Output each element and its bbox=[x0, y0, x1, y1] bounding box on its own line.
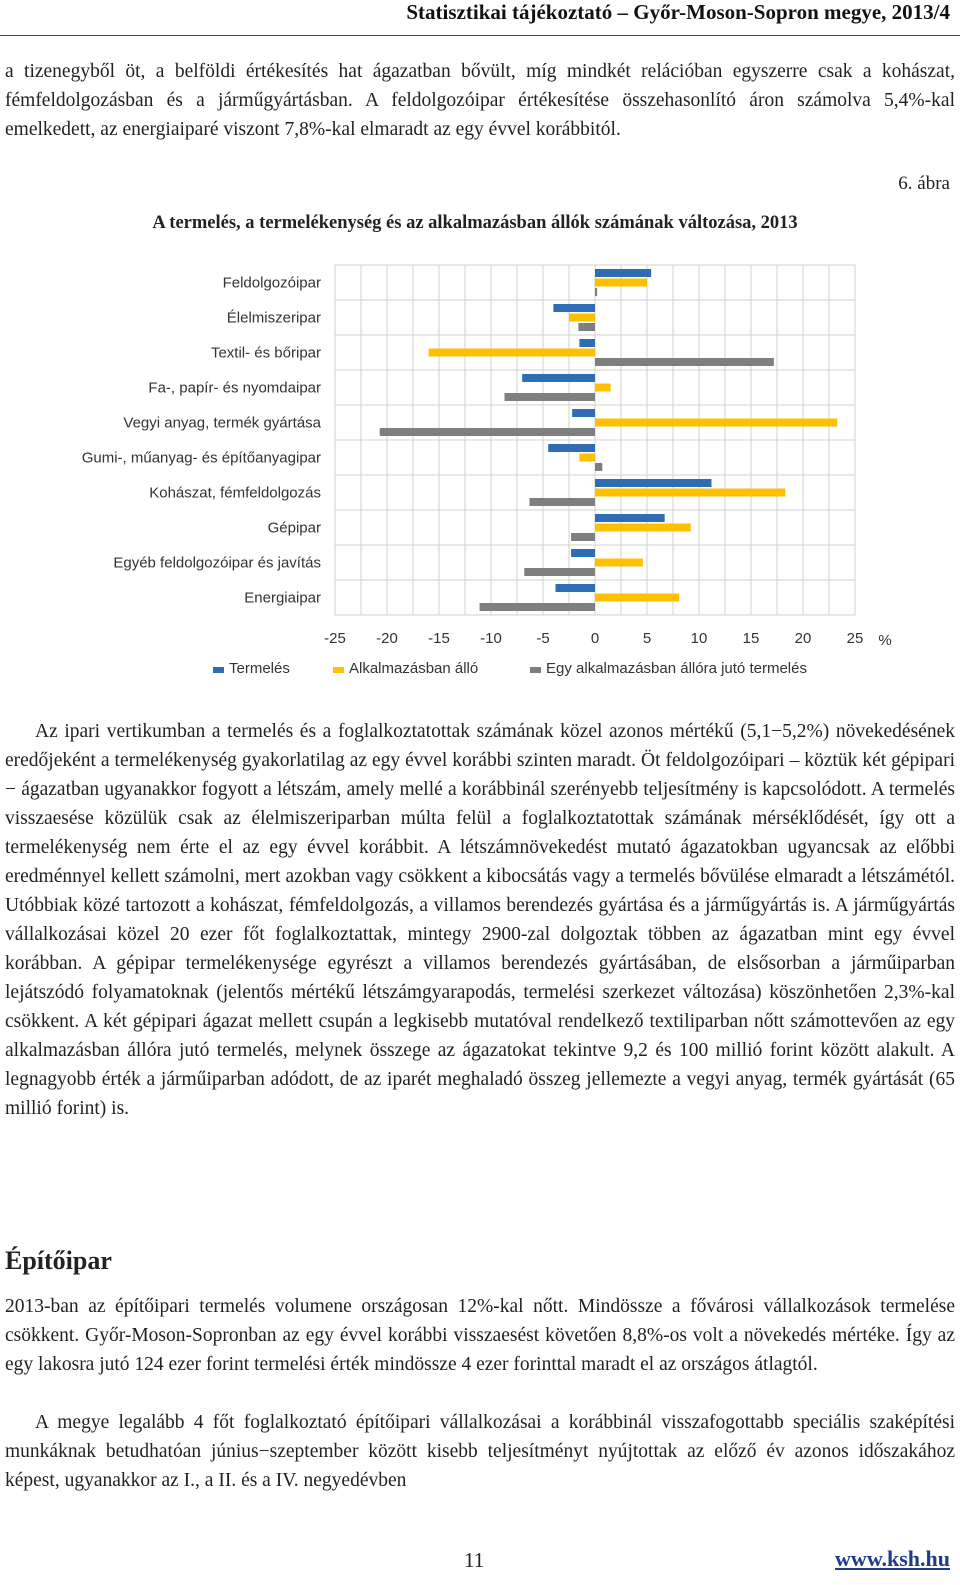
x-tick-label: -15 bbox=[428, 630, 450, 647]
category-label: Gumi-, műanyag- és építőanyagipar bbox=[81, 449, 321, 467]
category-label: Egyéb feldolgozóipar és javítás bbox=[113, 554, 321, 572]
x-tick-label: 5 bbox=[642, 630, 652, 647]
x-tick-label: -25 bbox=[324, 630, 346, 647]
legend-label: Egy alkalmazásban állóra jutó termelés bbox=[546, 660, 807, 677]
bar-alkalmazasban-allo bbox=[595, 594, 679, 602]
figure-label: 6. ábra bbox=[898, 173, 950, 194]
intro-paragraph: a tizenegyből öt, a belföldi értékesítés hat ágazatban bővült, míg mindkét relációban egyszerre csak a kohászat, fémfeldolgozásban és a járműgyártásban. A feldolgozóipar értékesítése összehasonlító áron számolva 5,4%-kal emelkedett, az energiaiparé viszont 7,8%-kal elmaradt az egy évvel korábbitól. bbox=[5, 61, 955, 140]
bar-termeles bbox=[579, 339, 595, 347]
category-label: Gépipar bbox=[267, 519, 321, 537]
bar-alkalmazasban-allo bbox=[595, 419, 837, 427]
legend-label: Termelés bbox=[229, 660, 290, 677]
page-header-title: Statisztikai tájékoztató – Győr-Moson-Sopron megye, 2013/4 bbox=[406, 0, 950, 24]
legend-swatch bbox=[333, 667, 344, 673]
category-label: Élelmiszeripar bbox=[226, 309, 321, 327]
header-divider bbox=[0, 35, 960, 36]
bar-termelekenyseg bbox=[524, 568, 595, 576]
category-label: Feldolgozóipar bbox=[222, 274, 321, 292]
figure-title: A termelés, a termelékenység és az alkalmazásban állók számának változása, 2013 bbox=[152, 213, 798, 233]
bar-termelekenyseg bbox=[595, 288, 597, 296]
bar-termelekenyseg bbox=[571, 533, 595, 541]
bar-termelekenyseg bbox=[480, 603, 595, 611]
x-tick-label: 20 bbox=[794, 630, 812, 647]
x-tick-label: -10 bbox=[480, 630, 502, 647]
category-label: Fa-, papír- és nyomdaipar bbox=[148, 379, 321, 397]
bar-termeles bbox=[555, 584, 595, 592]
bar-alkalmazasban-allo bbox=[429, 349, 595, 357]
legend-swatch bbox=[213, 667, 224, 673]
bar-alkalmazasban-allo bbox=[569, 314, 595, 322]
legend-label: Alkalmazásban álló bbox=[349, 660, 479, 677]
industry-change-bar-chart bbox=[0, 250, 960, 700]
bar-termelekenyseg bbox=[505, 393, 595, 401]
bar-termeles bbox=[571, 549, 595, 557]
bar-termeles bbox=[595, 479, 711, 487]
category-label: Textil- és bőripar bbox=[210, 344, 321, 362]
bar-termelekenyseg bbox=[380, 428, 595, 436]
bar-termelekenyseg bbox=[578, 323, 595, 331]
bar-termeles bbox=[595, 269, 651, 277]
ksh-website-link[interactable]: www.ksh.hu bbox=[835, 1546, 950, 1571]
page-number: 11 bbox=[464, 1548, 485, 1572]
industry-paragraph: Az ipari vertikumban a termelés és a foglalkoztatottak számának közel azonos mértékű (5,1−5,2%) növekedésének eredőjeként a termelékenység gyakorlatilag az egy évvel korábbi szinten maradt. Öt feldolgozóipari – köztük két gépipari − ágazatban ugyanakkor fogyott a létszám, amely mellé a korábbinál szerényebb teljesítmény is kapcsolódott. A termelés visszaesése közülük csak az élelmiszeriparban múlta felül a foglalkoztatottak számának mérséklődését, így ott a termelékenység nem érte el az egy évvel korábbit. A létszámnövekedést mutató ágazatokban ugyancsak az előbbi eredménnyel kellett számolni, mert azokban vagy csökkent a kibocsátás vagy a termelés bővülése elmaradt a létszámétól. Utóbbiak közé tartozott a kohászat, fémfeldolgozás, a villamos berendezés gyártása és a járműgyártás is. A járműgyártás vállalkozásai közel 20 ezer főt foglalkoztattak, mintegy 2900-zal dolgoztak többen az ágazatban mint egy évvel korábban. A gépipar termelékenysége egyrészt a villamos berendezés gyártásában, de elsősorban a járműiparban lejátszódó folyamatoknak (jelentős mértékű létszámgyarapodás, termelési szerkezet változása) köszönhetően 2,3%-kal csökkent. A két gépipari ágazat mellett csupán a legkisebb mutatóval rendelkező textiliparban nőtt számottevően az egy alkalmazásban állóra jutó termelés, melynek összege az ágazatokat tekintve 9,2 és 100 millió forint között alakult. A legnagyobb érték a járműiparban adódott, de az iparét meghaladó összeg jellemezte a vegyi anyag, termék gyártását (65 millió forint) is. bbox=[5, 721, 955, 1119]
x-tick-label: 15 bbox=[742, 630, 760, 647]
construction-paragraph-1: 2013-ban az építőipari termelés volumene országosan 12%-kal nőtt. Mindössze a fővárosi vállalkozások termelése csökkent. Győr-Moson-Sopronban az egy évvel korábbi visszaesést követően 8,8%-os volt a növekedés mértéke. Így az egy lakosra jutó 124 ezer forint termelési érték mindössze 4 ezer forinttal maradt el az országos átlagtól. bbox=[5, 1296, 955, 1375]
category-label: Kohászat, fémfeldolgozás bbox=[149, 484, 321, 502]
bar-termeles bbox=[572, 409, 595, 417]
bar-termelekenyseg bbox=[595, 358, 774, 366]
bar-alkalmazasban-allo bbox=[595, 559, 643, 567]
bar-termeles bbox=[553, 304, 595, 312]
bar-termeles bbox=[595, 514, 665, 522]
bar-alkalmazasban-allo bbox=[595, 384, 611, 392]
bar-termelekenyseg bbox=[529, 498, 595, 506]
x-tick-label: -5 bbox=[536, 630, 550, 647]
bar-alkalmazasban-allo bbox=[595, 524, 691, 532]
x-tick-label: 0 bbox=[590, 630, 600, 647]
bar-termeles bbox=[548, 444, 595, 452]
bar-termelekenyseg bbox=[595, 463, 602, 471]
x-unit-label: % bbox=[878, 632, 892, 649]
category-label: Vegyi anyag, termék gyártása bbox=[123, 414, 321, 432]
bar-alkalmazasban-allo bbox=[595, 279, 647, 287]
legend-swatch bbox=[530, 667, 541, 673]
x-tick-label: 10 bbox=[690, 630, 708, 647]
construction-paragraph-2: A megye legalább 4 főt foglalkoztató építőipari vállalkozásai a korábbinál visszafogottabb speciális szaképítési munkáknak betudhatóan június−szeptember között kisebb teljesítményt nyújtottak az előző év azonos időszakához képest, ugyanakkor az I., a II. és a IV. negyedévben bbox=[5, 1412, 955, 1491]
bar-termeles bbox=[522, 374, 595, 382]
category-label: Energiaipar bbox=[244, 589, 321, 607]
x-tick-label: 25 bbox=[846, 630, 864, 647]
bar-alkalmazasban-allo bbox=[595, 489, 785, 497]
section-title: Építőipar bbox=[5, 1246, 112, 1275]
x-tick-label: -20 bbox=[376, 630, 398, 647]
bar-alkalmazasban-allo bbox=[579, 454, 595, 462]
